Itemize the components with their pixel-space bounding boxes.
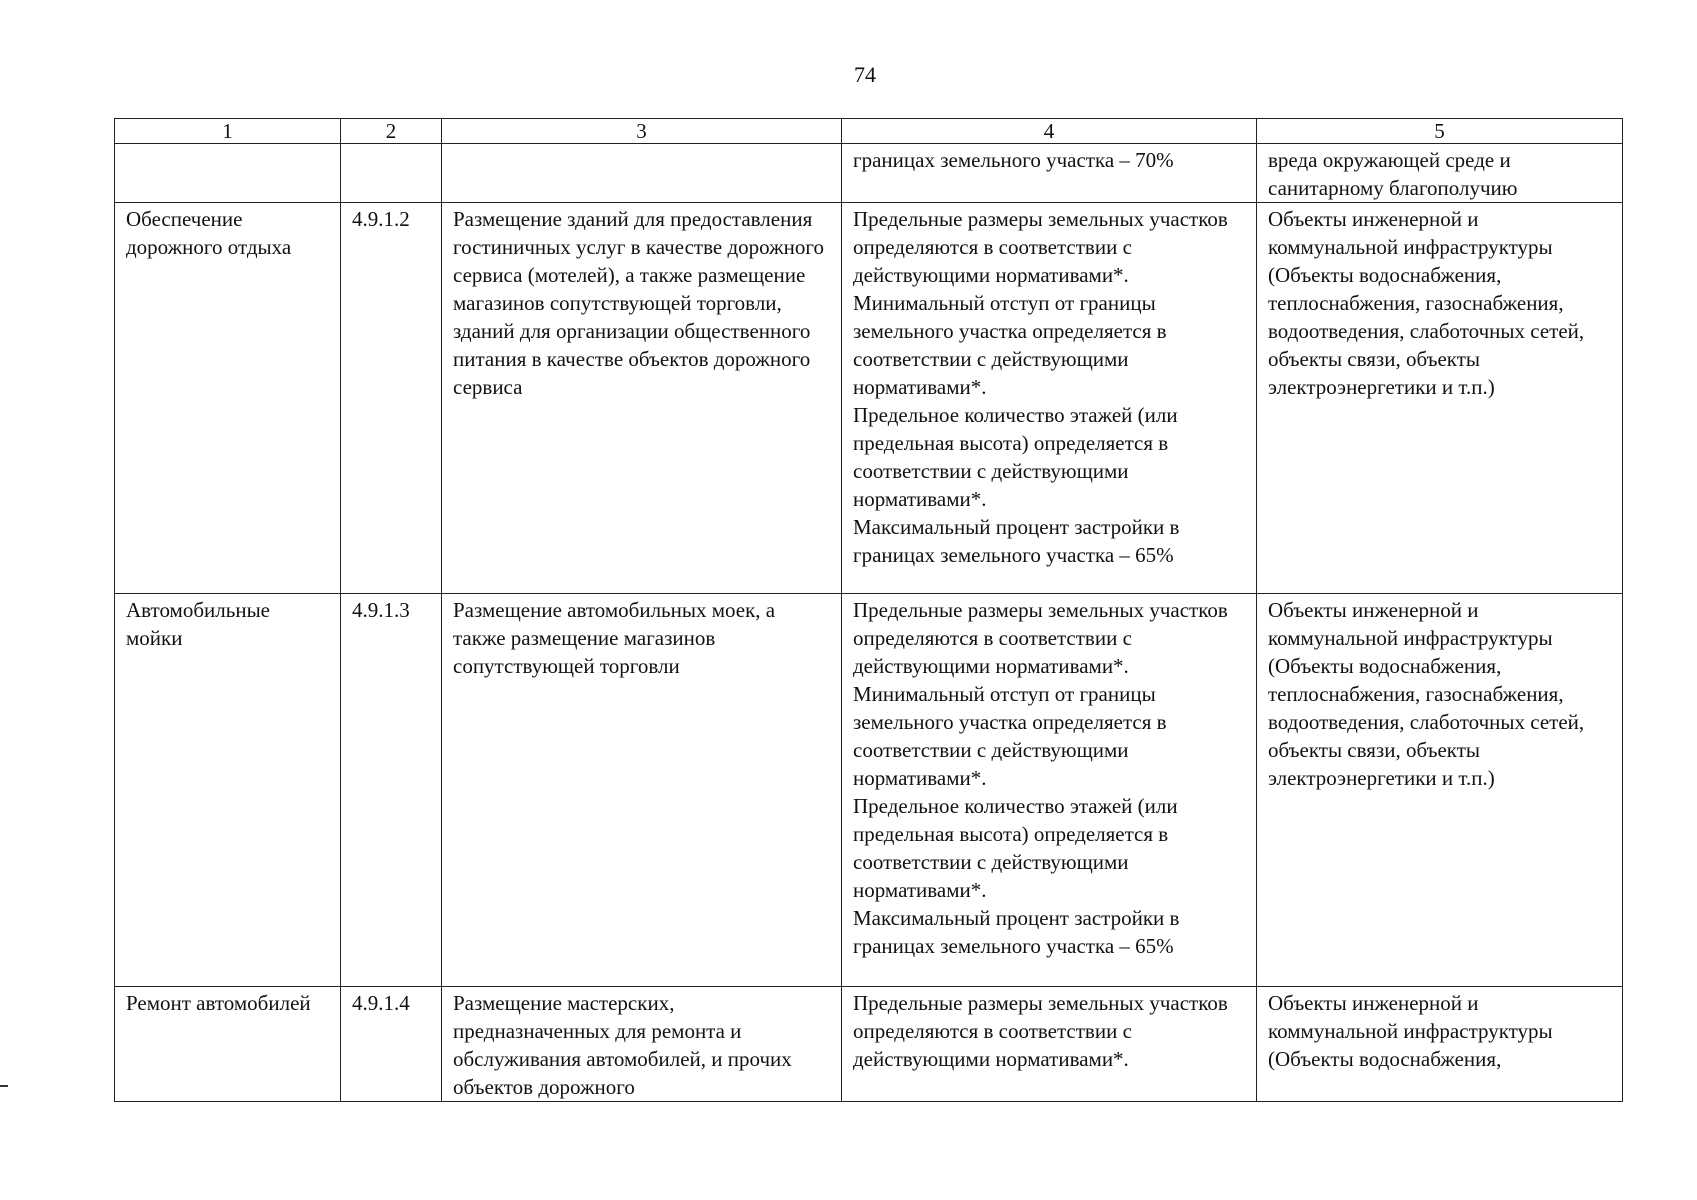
param-text: Минимальный отступ от границы земельного участка определяется в соответствии с действующими нормативами*. bbox=[853, 291, 1167, 399]
header-cell: 2 bbox=[341, 119, 442, 144]
restrictions-cell: вреда окружающей среде и санитарному благополучию bbox=[1257, 144, 1623, 203]
restrictions-cell: Объекты инженерной и коммунальной инфраструктуры (Объекты водоснабжения, теплоснабжения, газоснабжения, водоотведения, слаботочных сетей, объекты связи, объекты электроэнергетики и т.п.) bbox=[1257, 594, 1623, 987]
table-cell bbox=[341, 144, 442, 203]
page-number: 74 bbox=[854, 62, 876, 87]
param-text: Предельные размеры земельных участков определяются в соответствии с действующими нормативами*. bbox=[853, 598, 1228, 678]
header-cell: 3 bbox=[442, 119, 842, 144]
param-text: Минимальный отступ от границы земельного участка определяется в соответствии с действующими нормативами*. bbox=[853, 682, 1167, 790]
param-text: Максимальный процент застройки в границах земельного участка – 65% bbox=[853, 906, 1180, 958]
header-cell: 5 bbox=[1257, 119, 1623, 144]
params-cell bbox=[842, 594, 1257, 987]
use-name-cell: Автомобильные мойки bbox=[115, 594, 341, 987]
header-cell: 1 bbox=[115, 119, 341, 144]
description-cell: Размещение автомобильных моек, а также размещение магазинов сопутствующей торговли bbox=[442, 594, 842, 987]
use-name-cell: Обеспечение дорожного отдыха bbox=[115, 203, 341, 594]
table-cell bbox=[115, 144, 341, 203]
table-row bbox=[115, 987, 1623, 1102]
params-cell bbox=[842, 987, 1257, 1102]
table-row bbox=[115, 594, 1623, 987]
param-text: Максимальный процент застройки в границах земельного участка – 65% bbox=[853, 515, 1180, 567]
param-text: Предельное количество этажей (или предельная высота) определяется в соответствии с действующими нормативами*. bbox=[853, 794, 1178, 902]
restrictions-cell: Объекты инженерной и коммунальной инфраструктуры (Объекты водоснабжения, теплоснабжения, газоснабжения, водоотведения, слаботочных сетей, объекты связи, объекты электроэнергетики и т.п.) bbox=[1257, 203, 1623, 594]
zoning-table bbox=[114, 118, 1623, 1102]
use-name-cell: Ремонт автомобилей bbox=[115, 987, 341, 1102]
description-cell: Размещение мастерских, предназначенных для ремонта и обслуживания автомобилей, и прочих объектов дорожного bbox=[442, 987, 842, 1102]
use-code-cell: 4.9.1.4 bbox=[341, 987, 442, 1102]
margin-mark bbox=[0, 1085, 8, 1087]
continuation-row bbox=[115, 144, 1623, 203]
param-text: Предельные размеры земельных участков определяются в соответствии с действующими нормативами*. bbox=[853, 991, 1228, 1071]
use-code-cell: 4.9.1.3 bbox=[341, 594, 442, 987]
description-cell: Размещение зданий для предоставления гостиничных услуг в качестве дорожного сервиса (мотелей), а также размещение магазинов сопутствующей торговли, зданий для организации общественного питания в качестве объектов дорожного сервиса bbox=[442, 203, 842, 594]
table-row bbox=[115, 203, 1623, 594]
restrictions-cell: Объекты инженерной и коммунальной инфраструктуры (Объекты водоснабжения, bbox=[1257, 987, 1623, 1102]
params-cell bbox=[842, 203, 1257, 594]
param-text: Предельное количество этажей (или предельная высота) определяется в соответствии с действующими нормативами*. bbox=[853, 403, 1178, 511]
table-header-row bbox=[115, 119, 1623, 144]
param-text: Предельные размеры земельных участков определяются в соответствии с действующими нормативами*. bbox=[853, 207, 1228, 287]
params-cell: границах земельного участка – 70% bbox=[842, 144, 1257, 203]
header-cell: 4 bbox=[842, 119, 1257, 144]
use-code-cell: 4.9.1.2 bbox=[341, 203, 442, 594]
table-cell bbox=[442, 144, 842, 203]
